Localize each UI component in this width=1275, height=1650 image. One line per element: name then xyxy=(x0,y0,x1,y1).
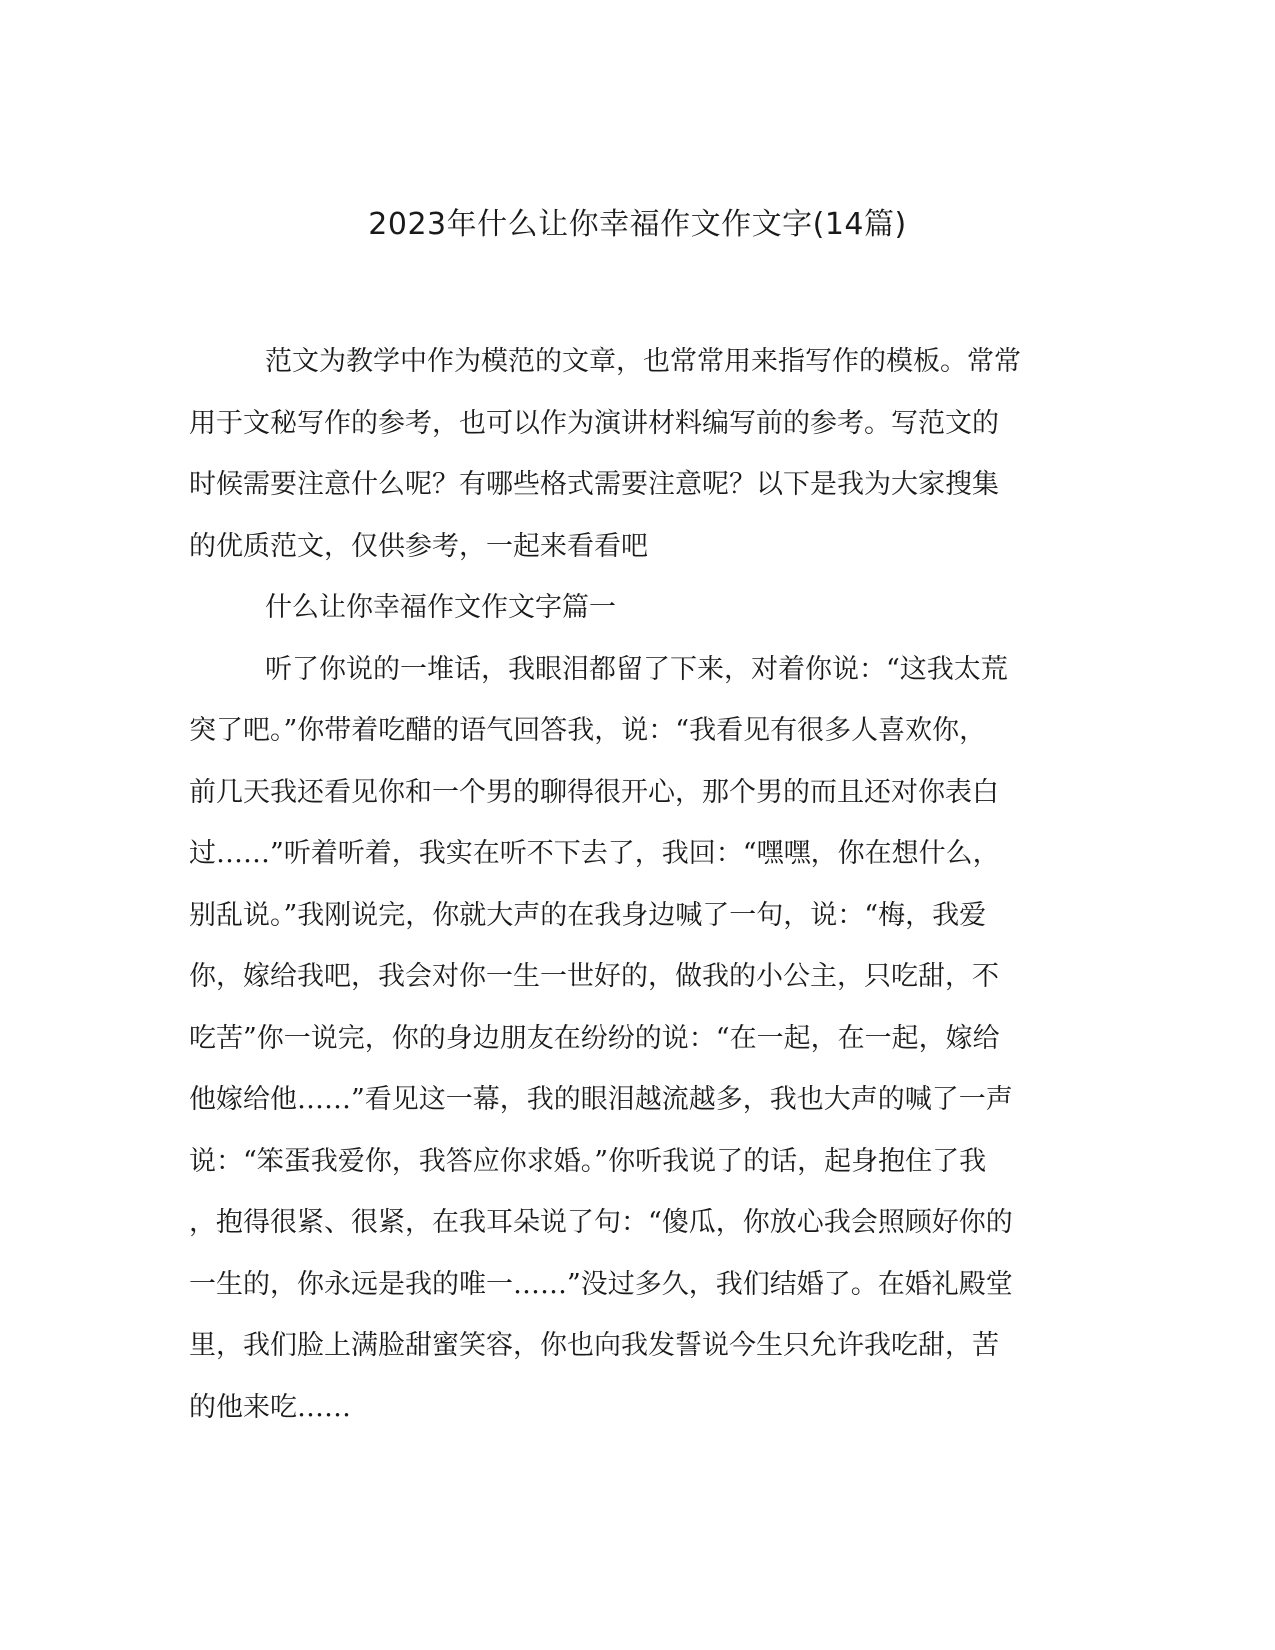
story-line: 你，嫁给我吧，我会对你一生一世好的，做我的小公主，只吃甜，不 xyxy=(189,961,999,992)
intro-paragraph xyxy=(189,331,1077,577)
intro-line: 范文为教学中作为模范的文章，也常常用来指写作的模板。常常 xyxy=(265,346,1021,377)
story-line: 别乱说。”我刚说完，你就大声的在我身边喊了一句，说：“梅，我爱 xyxy=(189,899,987,931)
document-body xyxy=(189,331,1077,1438)
story-line: 突了吧。”你带着吃醋的语气回答我，说：“我看见有很多人喜欢你， xyxy=(189,715,987,746)
story-line: 前几天我还看见你和一个男的聊得很开心，那个男的而且还对你表白 xyxy=(189,776,999,808)
story-line: 说：“笨蛋我爱你，我答应你求婚。”你听我说了的话，起身抱住了我 xyxy=(189,1145,987,1177)
story-paragraph xyxy=(189,639,1077,1439)
story-line: 一生的，你永远是我的唯一……”没过多久，我们结婚了。在婚礼殿堂 xyxy=(189,1268,1013,1300)
section-heading xyxy=(189,577,1077,639)
story-line: 里，我们脸上满脸甜蜜笑容，你也向我发誓说今生只允许我吃甜，苦 xyxy=(189,1330,999,1361)
document-title: 2023年什么让你幸福作文作文字(14篇) xyxy=(368,207,907,242)
story-line: 听了你说的一堆话，我眼泪都留了下来，对着你说：“这我太荒 xyxy=(265,653,1008,685)
story-line: 过……”听着听着，我实在听不下去了，我回：“嘿嘿，你在想什么， xyxy=(189,838,1000,869)
intro-line: 的优质范文，仅供参考，一起来看看吧 xyxy=(189,530,648,562)
story-line: 吃苦”你一说完，你的身边朋友在纷纷的说：“在一起，在一起，嫁给 xyxy=(189,1022,1000,1054)
intro-line: 用于文秘写作的参考，也可以作为演讲材料编写前的参考。写范文的 xyxy=(189,407,999,439)
section-heading-text: 什么让你幸福作文作文字篇一 xyxy=(265,592,616,623)
story-line: ，抱得很紧、很紧，在我耳朵说了句：“傻瓜，你放心我会照顾好你的 xyxy=(189,1207,1013,1238)
story-line: 的他来吃…… xyxy=(189,1391,351,1423)
story-line: 他嫁给他……”看见这一幕，我的眼泪越流越多，我也大声的喊了一声 xyxy=(189,1084,1013,1115)
intro-line: 时候需要注意什么呢？有哪些格式需要注意呢？以下是我为大家搜集 xyxy=(189,469,999,500)
